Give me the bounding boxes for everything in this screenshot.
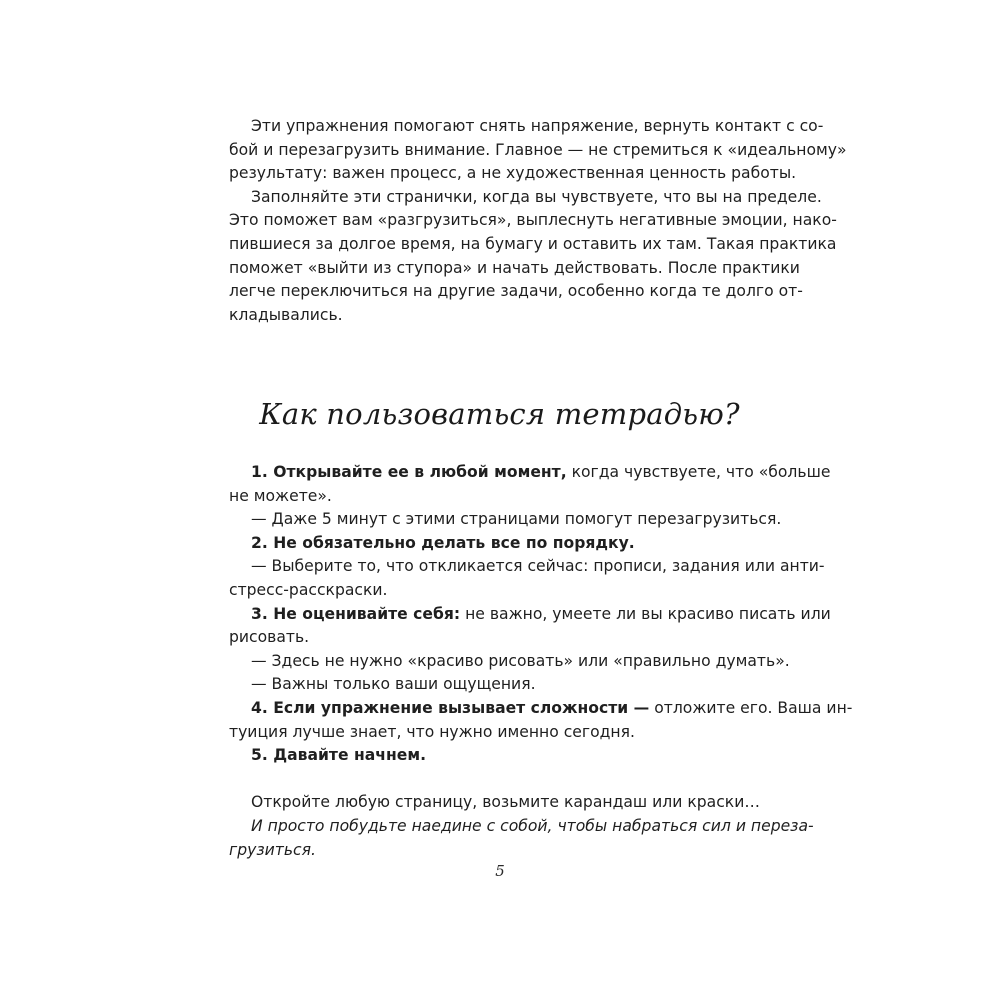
closing-italic-continuation: грузиться. bbox=[229, 840, 316, 859]
rule-2-title: 2. Не обязательно делать все по порядку. bbox=[251, 533, 635, 552]
intro-line: Эти упражнения помогают снять напряжение, вернуть контакт с со- bbox=[251, 117, 824, 135]
rule-3-continuation: рисовать. bbox=[229, 628, 310, 647]
rule-3-note: — Здесь не нужно «красиво рисовать» или «правильно думать». bbox=[251, 651, 790, 670]
closing-italic-line: И просто побудьте наедине с собой, чтобы набраться сил и переза- bbox=[251, 816, 814, 835]
section-heading: Как пользоваться тетрадью? bbox=[259, 397, 740, 431]
rule-4 bbox=[229, 697, 853, 721]
rule-4-title: 4. Если упражнение вызывает сложности — bbox=[251, 698, 650, 717]
intro-line: кладывались. bbox=[229, 305, 343, 324]
rule-1-title: 1. Открывайте ее в любой момент, bbox=[251, 463, 567, 481]
rule-3-text: не важно, умеете ли вы красиво писать или bbox=[460, 604, 831, 623]
rule-3 bbox=[229, 603, 831, 627]
rule-1-text: когда чувствуете, что «больше bbox=[566, 463, 831, 481]
rule-2-note-continuation: стресс-расскраски. bbox=[229, 580, 388, 599]
intro-line: Это поможет вам «разгрузиться», выплеснуть негативные эмоции, нако- bbox=[229, 211, 837, 230]
closing-line: Откройте любую страницу, возьмите карандаш или краски… bbox=[251, 793, 760, 812]
page-number: 5 bbox=[495, 862, 505, 880]
rule-4-text: отложите его. Ваша ин- bbox=[649, 698, 853, 717]
rule-1-continuation: не можете». bbox=[229, 486, 332, 505]
rule-4-continuation: туиция лучше знает, что нужно именно сегодня. bbox=[229, 722, 635, 741]
usage-rules bbox=[229, 461, 853, 862]
intro-line: результату: важен процесс, а не художественная ценность работы. bbox=[229, 164, 797, 183]
intro-line: пившиеся за долгое время, на бумагу и оставить их там. Такая практика bbox=[229, 234, 837, 253]
rule-3-title: 3. Не оценивайте себя: bbox=[251, 604, 461, 623]
paragraph-spacer bbox=[229, 768, 770, 792]
intro-line: Заполняйте эти странички, когда вы чувствуете, что вы на пределе. bbox=[251, 187, 822, 206]
rule-3-note: — Важны только ваши ощущения. bbox=[251, 675, 536, 694]
rule-1-note: — Даже 5 минут с этими страницами помогут перезагрузиться. bbox=[251, 510, 782, 529]
intro-line: бой и перезагрузить внимание. Главное — не стремиться к «идеальному» bbox=[229, 140, 847, 159]
intro-line: легче переключиться на другие задачи, особенно когда те долго от- bbox=[229, 282, 803, 301]
rule-1 bbox=[229, 461, 831, 485]
intro-paragraphs bbox=[229, 115, 847, 327]
rule-2-note: — Выберите то, что откликается сейчас: прописи, задания или анти- bbox=[251, 557, 825, 576]
intro-line: поможет «выйти из ступора» и начать действовать. После практики bbox=[229, 258, 800, 277]
rule-5-title: 5. Давайте начнем. bbox=[251, 746, 426, 765]
